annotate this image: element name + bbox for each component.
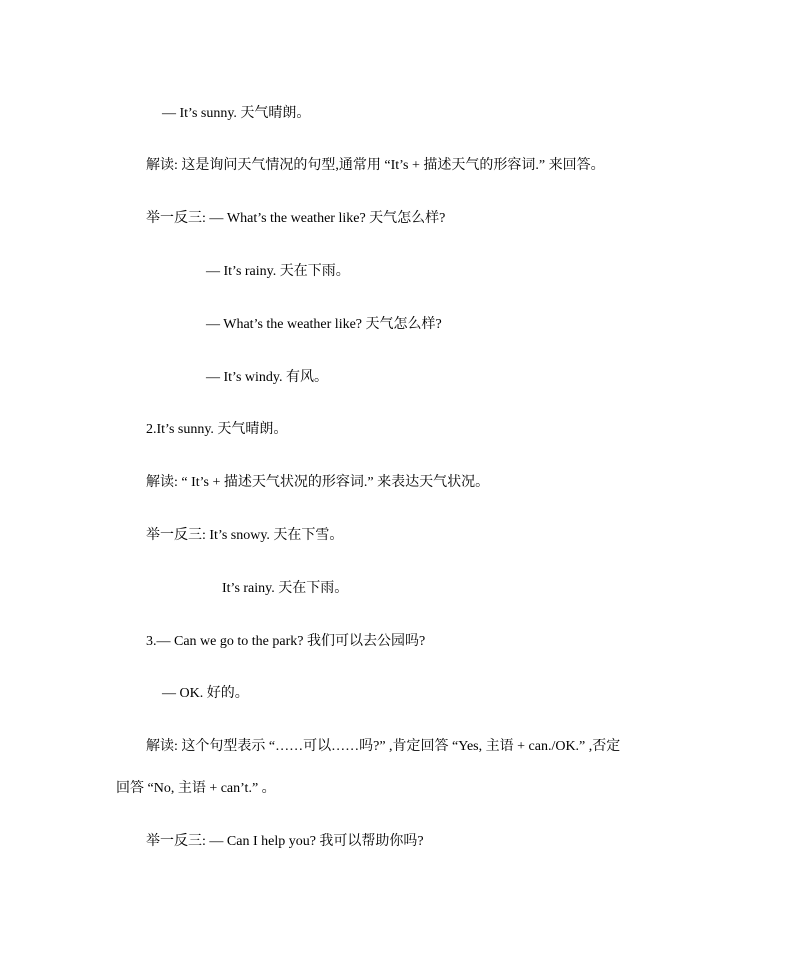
example-weather-question-1: 举一反三: — What’s the weather like? 天气怎么样? (146, 211, 446, 226)
explanation-can-question: 解读: 这个句型表示 “……可以……吗?” ,肯定回答 “Yes, 主语 + can./OK.” ,否定 (146, 739, 621, 754)
example-snowy: 举一反三: It’s snowy. 天在下雪。 (146, 528, 344, 543)
example-rainy-answer: — It’s rainy. 天在下雨。 (206, 264, 350, 279)
explanation-weather-state: 解读: “ It’s + 描述天气状况的形容词.” 来表达天气状况。 (146, 475, 490, 490)
explanation-weather-question: 解读: 这是询问天气情况的句型,通常用 “It’s + 描述天气的形容词.” 来回答。 (146, 158, 605, 173)
dialog-line-sunny-answer: — It’s sunny. 天气晴朗。 (162, 106, 311, 121)
item-3-heading: 3.— Can we go to the park? 我们可以去公园吗? (146, 634, 426, 649)
example-weather-question-2: — What’s the weather like? 天气怎么样? (206, 317, 442, 332)
example-can-i-help: 举一反三: — Can I help you? 我可以帮助你吗? (146, 834, 424, 849)
example-rainy: It’s rainy. 天在下雨。 (222, 581, 349, 596)
example-windy-answer: — It’s windy. 有风。 (206, 370, 328, 385)
dialog-line-ok-answer: — OK. 好的。 (162, 686, 249, 701)
explanation-can-question-cont: 回答 “No, 主语 + can’t.” 。 (116, 781, 276, 796)
item-2-heading: 2.It’s sunny. 天气晴朗。 (146, 422, 288, 437)
